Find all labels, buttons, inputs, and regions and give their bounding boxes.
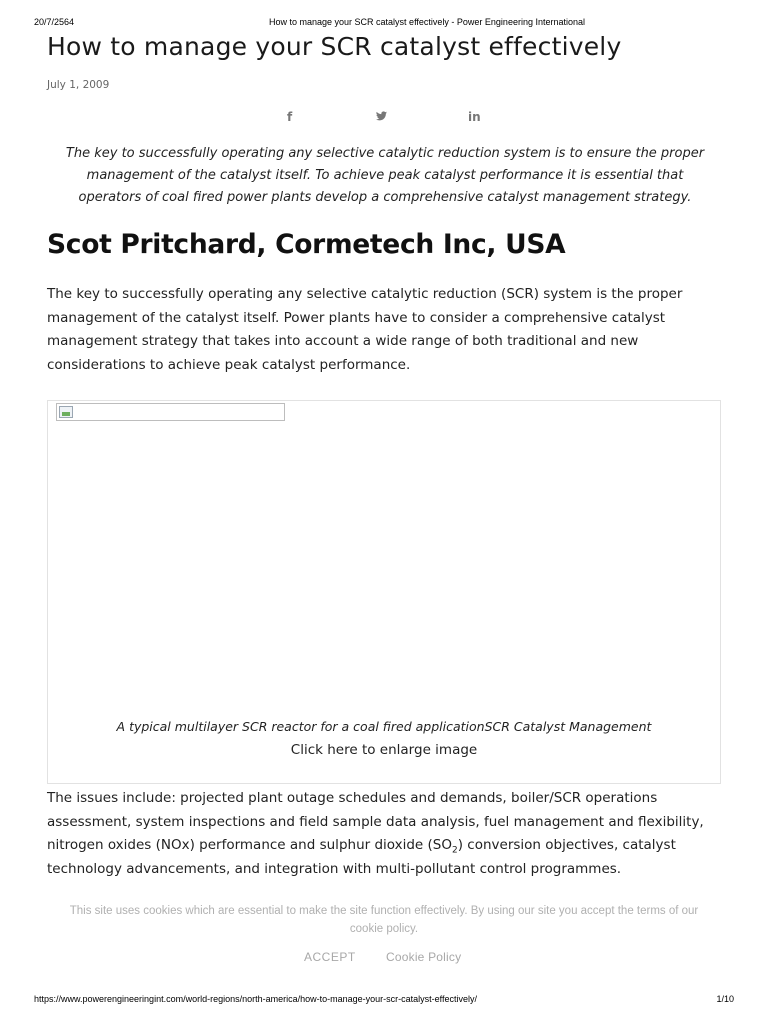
share-bar [0,110,768,128]
facebook-icon[interactable]: f [287,110,293,124]
cookie-actions [0,950,768,966]
broken-image-icon [59,406,73,418]
linkedin-icon[interactable]: in [468,110,481,124]
figure-caption: A typical multilayer SCR reactor for a coal fired applicationSCR Catalyst Management [116,719,652,734]
twitter-icon[interactable] [376,110,387,124]
article-paragraph-2 [47,787,727,881]
paragraph-2-part-2: ) conversion objectives, catalyst technology advancements, and integration with multi-pollutant control programmes. [47,837,676,877]
print-document-title: How to manage your SCR catalyst effectively - Power Engineering International [269,17,585,27]
cookie-policy-link[interactable]: Cookie Policy [386,950,462,964]
paragraph-2-part-1: The issues include: projected plant outage schedules and demands, boiler/SCR operations assessment, system inspections and field sample data analysis, fuel management and flexibility, nitrogen oxides (NOx) performance and sulphur dioxide (SO [47,790,704,853]
so2-subscript: 2 [452,845,458,856]
print-page-number: 1/10 [716,994,734,1004]
print-header [0,17,768,29]
twitter-bird-glyph [376,111,387,121]
cookie-notice-text: This site uses cookies which are essential to make the site function effectively. By using our site you accept the terms of our cookie policy. [69,905,699,935]
page-title: How to manage your SCR catalyst effectively [47,32,622,61]
cookie-accept-button[interactable]: ACCEPT [304,950,356,964]
article-paragraph-1: The key to successfully operating any selective catalytic reduction (SCR) system is the proper management of the catalyst itself. Power plants have to consider a comprehensive catalyst management strategy that takes into account a wide range of both traditional and new considerations to achieve peak catalyst performance. [47,286,683,373]
post-date: July 1, 2009 [47,79,110,91]
print-url: https://www.powerengineeringint.com/world-regions/north-america/how-to-manage-your-scr-catalyst-effectively/ [34,994,478,1004]
article-lead: The key to successfully operating any selective catalytic reduction system is to ensure the proper management of the catalyst itself. To achieve peak catalyst performance it is essential that operators of coal fired power plants develop a comprehensive catalyst management strategy. [65,146,705,205]
print-footer [0,994,768,1006]
author-byline: Scot Pritchard, Cormetech Inc, USA [47,229,566,260]
enlarge-image-link[interactable]: Click here to enlarge image [290,742,478,758]
article-figure [47,400,721,784]
print-date: 20/7/2564 [34,17,75,27]
broken-image-placeholder[interactable] [56,403,285,421]
